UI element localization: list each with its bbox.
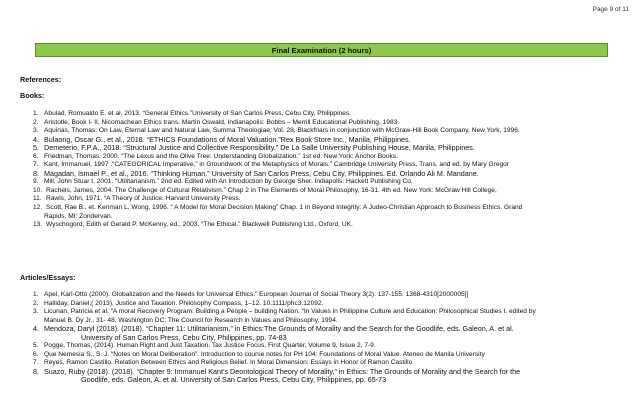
list-item (33, 187, 633, 196)
list-item-text: Reyes, Ramon Castillo. Relation Between Ethics and Religious Belief. In Moral Dimension: Essays in Honor of Ramon Castillo (44, 359, 413, 367)
list-item (33, 195, 633, 204)
list-item (33, 351, 633, 360)
list-item-number: 11. (33, 195, 42, 203)
list-item-number: 5. (33, 342, 39, 350)
list-item-number: 10. (33, 186, 43, 194)
list-item-number: 9. (33, 178, 39, 186)
list-item-text: Apel, Karl-Otto (2000). Globalization and the Needs for Universal Ethics.” European Journal of Social Theory 3(2): 137-155. 1368-4310[2000005]] (44, 291, 469, 298)
list-item-text: Que Nemesia S., S. J. “Notes on Moral Deliberation”. Introduction to course notes for PH 104: Foundations of Moral Value. Ateneo de Manila University (44, 350, 485, 358)
list-item-continuation (33, 376, 633, 385)
list-item (33, 221, 633, 230)
list-item-text: Magadan, Ismael P., et al., 2016. “Thinking Human.” University of San Carlos Press, Cebu City, Philippines. Ed. Orlando Ali M. Mandane. (44, 168, 479, 178)
list-item-number: 1. (33, 291, 39, 298)
list-item-text: Mill, John Stuar t, 2001. “Utilitarianism.” 2nd ed. Edited with An Introduction by George Sher. Indiapolis: Hackett Publishing Co. (44, 178, 413, 186)
list-item-number: 3. (33, 127, 39, 135)
list-item (33, 119, 633, 128)
exam-banner (35, 43, 608, 57)
list-item (33, 144, 633, 153)
books-list (33, 110, 633, 230)
list-item-text: Demeterio, F.P.A., 2018. “Structural Justice and Collective Responsibility.” De La Salle University Publishing House, Manila, Philippines. (44, 143, 475, 153)
list-item-number: 4. (33, 324, 39, 334)
list-item-number: 3. (33, 308, 39, 316)
list-item-number: 2. (33, 299, 39, 307)
list-item-text: Friedman, Thomas. 2000. “The Lexus and the Olive Tree: Understanding Globalization.” 1st ed. New York: Anchor Books. (44, 152, 398, 160)
list-item-text: Suazo, Ruby (2018). (2018). “Chapter 9: Immanuel Kant’s Deontological Theory of Morality,” in Ethics: The Grounds of Morality and the Search for the (44, 366, 521, 376)
list-item-continuation (33, 334, 633, 343)
list-item-number: 7. (33, 161, 39, 169)
references-heading: References: (20, 75, 62, 84)
list-item-number: 13. (33, 221, 43, 229)
list-item-number: 7. (33, 359, 39, 367)
list-item-text: Rachels, James, 2004. The Challenge of Cultural Relativism.” Chap 2 in The Elements of Moral Philosophy, 16-31. 4th ed. New York: McGraw Hill College, (46, 186, 497, 194)
list-item-text: Bulaong, Oscar G., et al., 2018. “ETHICS Foundations of Moral Valuation.”Rex Book Store Inc., Manila, Philippines. (44, 134, 411, 144)
list-item (33, 178, 633, 187)
list-item-text: Rapids, MI: Zondervan. (44, 212, 113, 220)
list-item (33, 300, 633, 309)
list-item-number: 5. (33, 143, 39, 153)
list-item-text: Kant, Immanuel, 1997 .“CATEGORICAL Imperative,” in Groundwork of the Metaphysics of Morals.” Cambridge University Press, Trans. and ed. by Mary Gregor (44, 161, 510, 169)
list-item (33, 170, 633, 179)
articles-list (33, 291, 633, 385)
list-item (33, 110, 633, 119)
list-item-text: Licunan, Patricia et al. “A moral Recovery Program: Building a People – building Nation. “In Values in Philippine Culture and Education: Philosophical Studies I. edited by (44, 308, 536, 316)
list-item-number: 8. (33, 366, 39, 376)
list-item-number: 4. (33, 134, 39, 144)
list-item (33, 342, 633, 351)
list-item-text: Scott, Rae B., et. Kenman L. Wong, 1996. “ A Model for Moral Decision Making” Chap. 1 in Beyond Integrity: A Judeo-Christian Approach to Business Ethics. Grand (46, 204, 523, 212)
page-number: Page 9 of 11 (592, 6, 629, 13)
list-item-number: 2. (33, 118, 39, 126)
list-item-number: 1. (33, 110, 39, 117)
list-item-text: Aquinas, Thomas: On Law, Eternal Law and Natural Law, Summa Theologiae, Vol. 28, Blackfriars in conjunction with McGraw-Hill Book Company, New York, 1996. (44, 127, 520, 135)
list-item-number: 6. (33, 350, 39, 358)
list-item (33, 153, 633, 162)
list-item-text: Aristotle, Book I- II, Nicomachean Ethics trans. Martin Oswald, Indianapolis: Bobbs – Merrill Educational Publishing, 1983 (44, 118, 398, 126)
articles-heading: Articles/Essays: (20, 273, 76, 282)
list-item-number: 8. (33, 168, 39, 178)
exam-title: Final Examination (2 hours) (271, 45, 372, 55)
list-item-continuation (33, 213, 633, 222)
list-item (33, 291, 633, 300)
list-item-number: 12. (33, 204, 43, 212)
list-item (33, 308, 633, 317)
list-item-text: University of San Carlos Press, Cebu City, Philippines, pp. 74-83 (81, 332, 287, 342)
list-item-text: Manuel B. Dy Jr., 31- 48. Washington DC: The Council for Research in Values and Philosophy, 1994. (44, 316, 338, 324)
list-item-text: Pogge, Thomas, (2014). Human Right and Just Taxation. Tax Justice Focus, First Quarter, Volume 9, Issue 2, 7-9. (44, 342, 376, 350)
books-heading: Books: (20, 91, 45, 100)
list-item-text: Mendoza, Daryl (2018). (2018). “Chapter 11: Utilitarianism,” in Ethics:The Grounds of Morality and the Search for the Goodlife, eds. Galeon, A. et al. (44, 324, 514, 334)
list-item-text: Wyschogord, Edith et Gerald P. McKenny, ed., 2003. “The Ethical.” Blackwell Publishing Ltd., Oxford, UK. (46, 221, 353, 229)
list-item-text: Goodlife, eds. Galeon, A. et al. University of San Carlos Press, Cebu City, Philippines, pp. 65-73 (81, 375, 387, 385)
list-item-number: 6. (33, 152, 39, 160)
list-item (33, 204, 633, 213)
list-item-text: Abulad, Romualdo E. et al, 2013. “General Ethics.”University of San Carlos Press, Cebu City, Philippines. (44, 110, 351, 117)
list-item-text: Halliday, Daniel,( 2013). Justice and Taxation. Philosophy Compass, 1–12. 10.1111/phc3.12092. (44, 299, 324, 307)
list-item-text: Rawls, John, 1971. “A Theory of Justice. Harvard University Press. (46, 195, 241, 203)
